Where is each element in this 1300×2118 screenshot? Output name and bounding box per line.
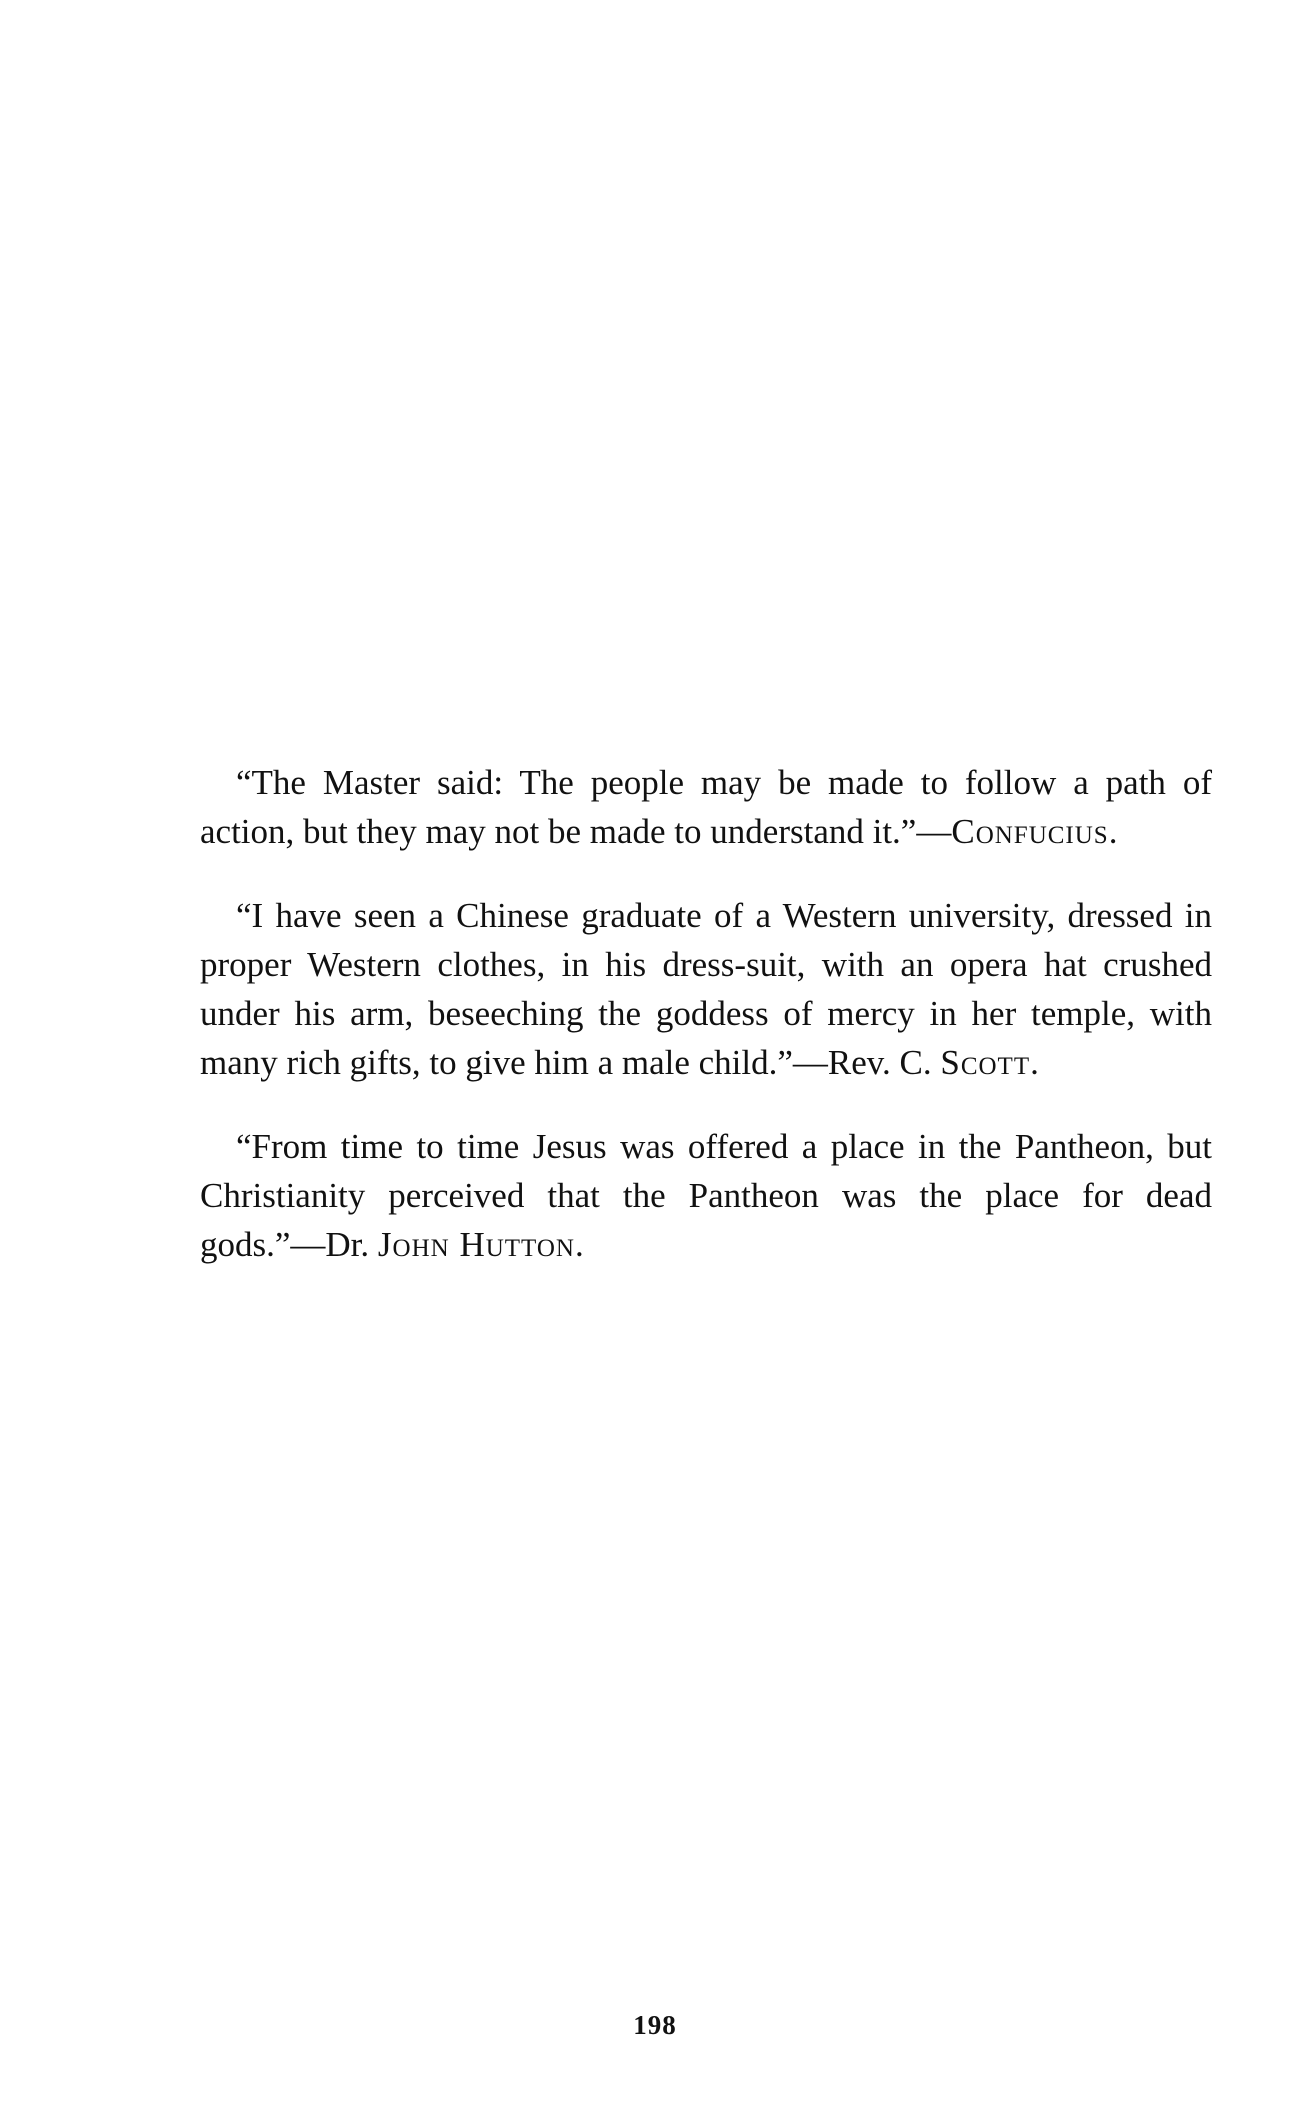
quote-text: “From time to time Jesus was offered a place in the Pantheon, but Christianity perceived that the Pantheon was the place for dead gods.”—Dr. — [200, 1127, 1212, 1264]
quote-author: Scott. — [940, 1043, 1040, 1082]
quotes-section — [200, 758, 1212, 1304]
quote-text: “The Master said: The people may be made to follow a path of action, but they may not be made to understand it.”— — [200, 763, 1212, 851]
quote-author: John Hutton. — [377, 1225, 585, 1264]
quote-text: “I have seen a Chinese graduate of a Western university, dressed in proper Western clothes, in his dress-suit, with an opera hat crushed under his arm, beseeching the goddess of mercy in her temple, with many rich gifts, to give him a male child.”—Rev. C. — [200, 896, 1212, 1082]
quote-scott — [200, 891, 1212, 1087]
quote-author: Confucius. — [951, 812, 1119, 851]
quote-hutton — [200, 1122, 1212, 1269]
page-number: 198 — [633, 2010, 677, 2040]
quote-confucius — [200, 758, 1212, 856]
